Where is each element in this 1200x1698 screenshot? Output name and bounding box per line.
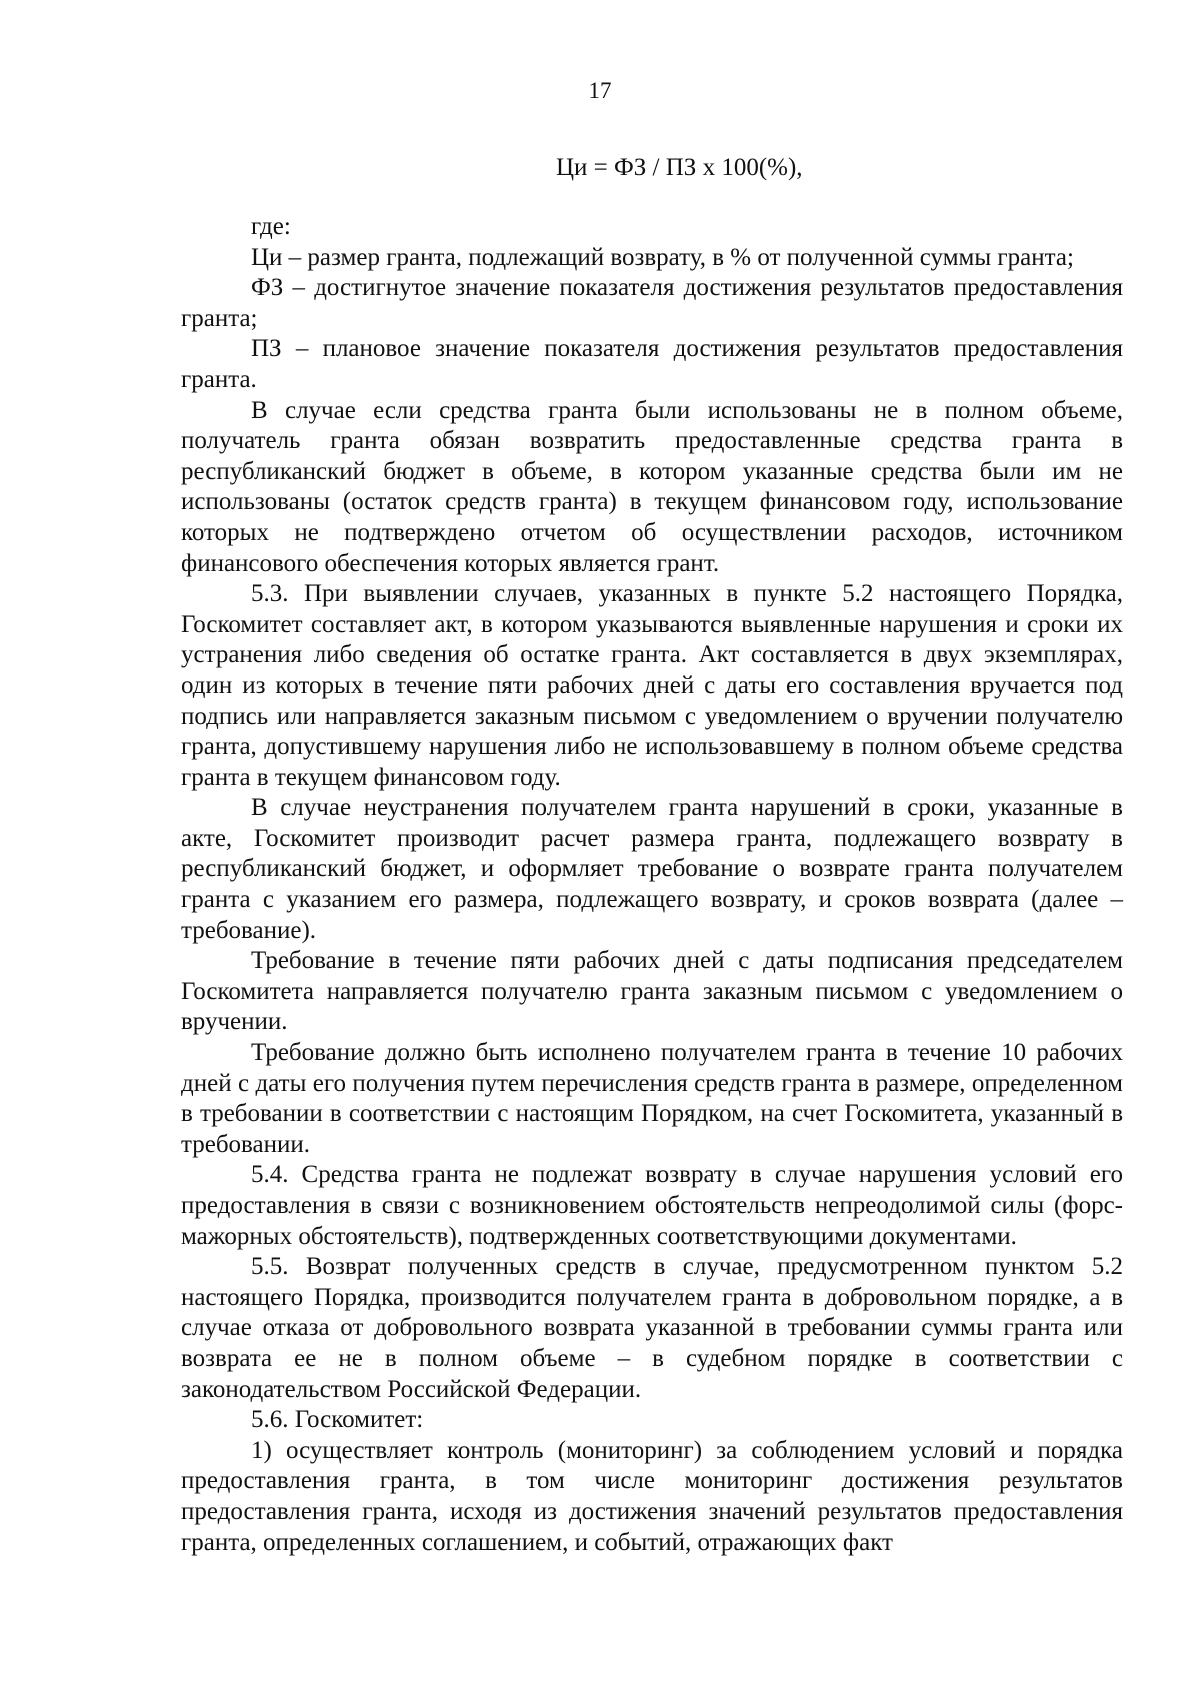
paragraph-unused-funds: В случае если средства гранта были использованы не в полном объеме, получатель гранта обязан возвратить предоставленные средства гранта в республиканский бюджет в объеме, в котором указанные средства были им не использованы (остаток средств гранта) в текущем финансовом году, использование которых не подтверждено отчетом об осуществлении расходов, источником финансового обеспечения которых является грант. [181,396,1123,577]
paragraph-5-5: 5.5. Возврат полученных средств в случае, предусмотренном пунктом 5.2 настоящего Порядка, производится получателем гранта в добровольном порядке, а в случае отказа от добровольного возврата указанной в требовании суммы гранта или возврата ее не в полном объеме – в судебном порядке в соответствии с законодательством Российской Федерации. [181,1253,1123,1403]
paragraph-where: где: [251,213,291,240]
body-text [181,212,1123,1558]
paragraph-5-3: 5.3. При выявлении случаев, указанных в пункте 5.2 настоящего Порядка, Госкомитет составляет акт, в котором указываются выявленные нарушения и сроки их устранения либо сведения об остатке гранта. Акт составляется в двух экземплярах, один из которых в течение пяти рабочих дней с даты его составления вручается под подпись или направляется заказным письмом с уведомлением о вручении получателю гранта, допустившему нарушения либо не использовавшему в полном объеме средства гранта в текущем финансовом году. [181,580,1123,791]
paragraph-5-6-item-1: 1) осуществляет контроль (мониторинг) за соблюдением условий и порядка предоставления гранта, в том числе мониторинг достижения результатов предоставления гранта, исходя из достижения значений результатов предоставления гранта, определенных соглашением, и событий, отражающих факт [181,1436,1123,1556]
paragraph-definition-ci: Ци – размер гранта, подлежащий возврату, в % от полученной суммы гранта; [251,243,1074,271]
paragraph-definition-fz: ФЗ – достигнутое значение показателя достижения результатов предоставления гранта; [181,274,1123,332]
paragraph-non-elimination: В случае неустранения получателем гранта нарушений в сроки, указанные в акте, Госкомитет производит расчет размера гранта, подлежащего возврату в республиканский бюджет, и оформляет требование о возврате гранта получателем гранта с указанием его размера, подлежащего возврату, и сроков возврата (далее – требование). [181,794,1123,944]
paragraph-5-4: 5.4. Средства гранта не подлежат возврату в случае нарушения условий его предоставления в связи с возникновением обстоятельств непреодолимой силы (форс-мажорных обстоятельств), подтвержденных соответствующими документами. [181,1161,1123,1250]
paragraph-requirement-sent: Требование в течение пяти рабочих дней с даты подписания председателем Госкомитета направляется получателю гранта заказным письмом с уведомлением о вручении. [181,947,1123,1036]
page-number: 17 [588,78,612,103]
paragraph-requirement-executed: Требование должно быть исполнено получателем гранта в течение 10 рабочих дней с даты его получения путем перечисления средств гранта в размере, определенном в требовании в соответствии с настоящим Порядком, на счет Госкомитета, указанный в требовании. [181,1039,1123,1158]
paragraph-5-6: 5.6. Госкомитет: [251,1406,424,1434]
paragraph-definition-pz: ПЗ – плановое значение показателя достижения результатов предоставления гранта. [181,335,1123,393]
formula: Ци = ФЗ / ПЗ х 100(%), [556,154,803,181]
